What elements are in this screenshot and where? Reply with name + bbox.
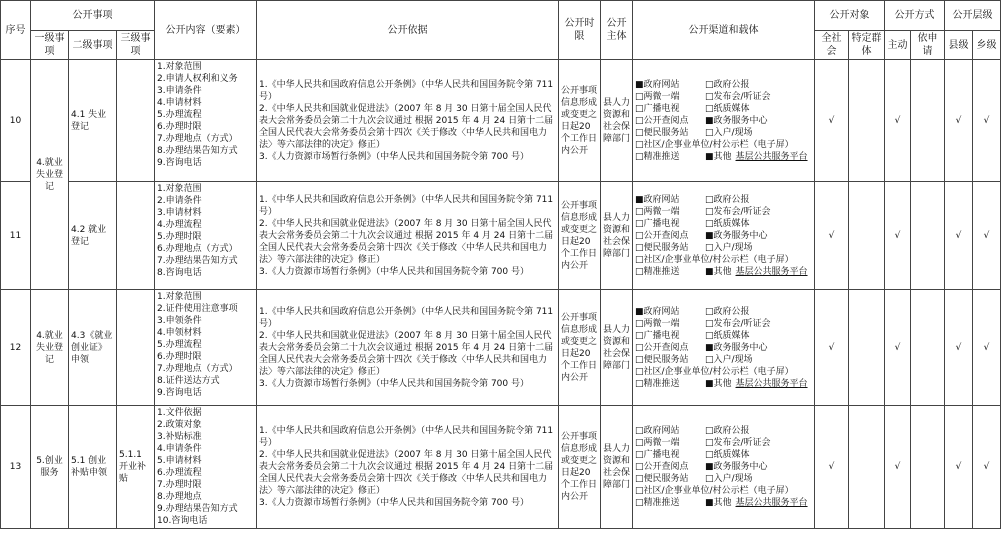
- list-item: 1.文件依据: [157, 408, 202, 418]
- channel-item: 基层公共服务平台: [735, 378, 808, 389]
- row-active-check: √: [885, 290, 911, 406]
- channel-row: [635, 497, 812, 509]
- list-item: 8.办理地点: [157, 492, 202, 502]
- channel-item: □公开查阅点: [635, 342, 689, 353]
- channel-item: □广播电视: [635, 103, 680, 114]
- list-item: 5.办理流程: [157, 110, 202, 120]
- list-item: 3.申请材料: [157, 208, 202, 218]
- channel-item: □纸质媒体: [705, 218, 750, 229]
- header-level2: 二级事项: [69, 31, 117, 60]
- row-basis: [257, 182, 559, 290]
- list-item: 2.《中华人民共和国就业促进法》（2007 年 8 月 30 日第十届全国人民代表大会常务委员会第二十九次会议通过 根据 2015 年 4 月 24 日第十二届全国人民代表大会常务委员会第十四次《关于修改〈中华人民共和国电力法〉等六部法律的决定》修正）: [259, 450, 554, 496]
- channel-item: □纸质媒体: [705, 450, 750, 460]
- channel-item: 基层公共服务平台: [735, 151, 808, 162]
- channel-item: ■政府网站: [635, 79, 680, 90]
- list-item: 9.咨询电话: [157, 388, 202, 398]
- channel-item: □精准推送: [635, 151, 680, 162]
- channel-item: ■政务服务中心: [705, 462, 768, 472]
- row-town-check: √: [973, 60, 1001, 182]
- header-all: 全社会: [815, 31, 849, 60]
- channel-item: □政府公报: [705, 194, 750, 205]
- channel-item: □纸质媒体: [705, 103, 750, 114]
- row-town-check: √: [973, 182, 1001, 290]
- row-channels: [633, 406, 815, 529]
- row-content: [155, 60, 257, 182]
- header-channel: 公开渠道和载体: [633, 1, 815, 60]
- channel-row: [635, 425, 812, 437]
- channel-item: □精准推送: [635, 378, 680, 389]
- row-county-check: √: [945, 60, 973, 182]
- row-request-check: [911, 182, 945, 290]
- row-specific-check: [849, 182, 885, 290]
- list-item: 3.《人力资源市场暂行条例》（中华人民共和国国务院令第 700 号）: [259, 378, 529, 389]
- row-seq: 12: [1, 290, 31, 406]
- list-item: 6.办理地点（方式）: [157, 244, 238, 254]
- header-seq: 序号: [1, 1, 31, 60]
- channel-row: [635, 218, 812, 230]
- row-all-check: √: [815, 60, 849, 182]
- row-level2: 5.1 创业补贴申领: [69, 406, 117, 529]
- channel-item: □便民服务站: [635, 127, 689, 138]
- header-level: 公开层级: [945, 1, 1001, 31]
- channel-item: □政府网站: [635, 426, 680, 436]
- channel-row: [635, 194, 812, 206]
- row-county-check: √: [945, 182, 973, 290]
- channel-item: □社区/企事业单位/村公示栏（电子屏）: [635, 366, 794, 377]
- row-specific-check: [849, 406, 885, 529]
- list-item: 4.办理流程: [157, 220, 202, 230]
- row-active-check: √: [885, 406, 911, 529]
- row-time: 公开事项信息形成或变更之日起20个工作日内公开: [559, 406, 601, 529]
- channel-row: [635, 266, 812, 278]
- header-subject: 公开主体: [601, 1, 633, 60]
- channel-item: ■政务服务中心: [705, 342, 768, 353]
- list-item: 5.办理流程: [157, 340, 202, 350]
- list-item: 7.办理地点（方式）: [157, 134, 238, 144]
- row-level3: 5.1.1 开业补贴: [117, 406, 155, 529]
- list-item: 6.办理时限: [157, 352, 202, 362]
- list-item: 3.《人力资源市场暂行条例》（中华人民共和国国务院令第 700 号）: [259, 151, 529, 162]
- channel-item: □政府公报: [705, 426, 750, 436]
- row-county-check: √: [945, 290, 973, 406]
- channel-item: ■政务服务中心: [705, 115, 768, 126]
- channel-row: [635, 378, 812, 390]
- row-active-check: √: [885, 182, 911, 290]
- channel-item: □入户/现场: [705, 242, 753, 253]
- channel-item: □纸质媒体: [705, 330, 750, 341]
- channel-row: [635, 139, 812, 151]
- list-item: 1.《中华人民共和国政府信息公开条例》（中华人民共和国国务院令第 711 号）: [259, 79, 554, 102]
- list-item: 3.补贴标准: [157, 432, 202, 442]
- list-item: 3.申请条件: [157, 86, 202, 96]
- list-item: 5.办理时限: [157, 232, 202, 242]
- list-item: 2.《中华人民共和国就业促进法》（2007 年 8 月 30 日第十届全国人民代表大会常务委员会第二十九次会议通过 根据 2015 年 4 月 24 日第十二届全国人民代表大会常务委员会第十四次《关于修改〈中华人民共和国电力法〉等六部法律的决定》修正）: [259, 218, 554, 265]
- channel-item: ■其他: [705, 498, 732, 508]
- list-item: 8.证件送达方式: [157, 376, 220, 386]
- channel-item: □公开查阅点: [635, 230, 689, 241]
- channel-item: □发布会/听证会: [705, 91, 771, 102]
- header-target: 公开对象: [815, 1, 885, 31]
- row-level3: [117, 290, 155, 406]
- channel-row: [635, 91, 812, 103]
- channel-row: [635, 206, 812, 218]
- channel-item: □发布会/听证会: [705, 206, 771, 217]
- channel-item: □公开查阅点: [635, 462, 689, 472]
- table-row: [1, 182, 1001, 290]
- channel-row: [635, 366, 812, 378]
- channel-item: □便民服务站: [635, 474, 689, 484]
- row-town-check: √: [973, 290, 1001, 406]
- row-town-check: √: [973, 406, 1001, 529]
- list-item: 2.申请人权利和义务: [157, 74, 238, 84]
- row-basis: [257, 406, 559, 529]
- list-item: 7.办理时限: [157, 480, 202, 490]
- row-level1: 4.就业失业登记: [31, 290, 69, 406]
- list-item: 4.申请条件: [157, 444, 202, 454]
- row-level1: 4.就业失业登记: [31, 60, 69, 290]
- row-channels: [633, 290, 815, 406]
- channel-row: [635, 318, 812, 330]
- list-item: 6.办理流程: [157, 468, 202, 478]
- channel-row: [635, 485, 812, 497]
- list-item: 9.办理结果告知方式: [157, 504, 238, 514]
- row-all-check: √: [815, 182, 849, 290]
- channel-item: ■其他: [705, 151, 732, 162]
- header-items: 公开事项: [31, 1, 155, 31]
- channel-row: [635, 103, 812, 115]
- header-content: 公开内容（要素）: [155, 1, 257, 60]
- list-item: 9.咨询电话: [157, 158, 202, 168]
- list-item: 7.办理地点（方式）: [157, 364, 238, 374]
- channel-row: [635, 151, 812, 163]
- channel-item: 基层公共服务平台: [735, 266, 808, 277]
- list-item: 10.咨询电话: [157, 516, 208, 526]
- row-subject: 县人力资源和社会保障部门: [601, 290, 633, 406]
- header-mode: 公开方式: [885, 1, 945, 31]
- channel-item: □入户/现场: [705, 127, 753, 138]
- channel-row: [635, 330, 812, 342]
- list-item: 1.《中华人民共和国政府信息公开条例》（中华人民共和国国务院令第 711 号）: [259, 426, 554, 448]
- row-channels: [633, 60, 815, 182]
- header-request: 依申请: [911, 31, 945, 60]
- list-item: 2.证件使用注意事项: [157, 304, 238, 314]
- list-item: 1.《中华人民共和国政府信息公开条例》（中华人民共和国国务院令第 711 号）: [259, 194, 554, 217]
- header-town: 乡级: [973, 31, 1001, 60]
- channel-item: □两微一端: [635, 438, 680, 448]
- list-item: 2.《中华人民共和国就业促进法》（2007 年 8 月 30 日第十届全国人民代表大会常务委员会第二十九次会议通过 根据 2015 年 4 月 24 日第十二届全国人民代表大会常务委员会第十四次《关于修改〈中华人民共和国电力法〉等六部法律的决定》修正）: [259, 103, 554, 150]
- list-item: 4.申领材料: [157, 328, 202, 338]
- row-content: [155, 290, 257, 406]
- row-basis: [257, 60, 559, 182]
- list-item: 4.申请材料: [157, 98, 202, 108]
- row-active-check: √: [885, 60, 911, 182]
- channel-item: □两微一端: [635, 206, 680, 217]
- list-item: 8.办理结果告知方式: [157, 146, 238, 156]
- row-level1: 5.创业服务: [31, 406, 69, 529]
- list-item: 1.对象范围: [157, 292, 202, 302]
- channel-item: □便民服务站: [635, 354, 689, 365]
- row-content: [155, 406, 257, 529]
- list-item: 2.政策对象: [157, 420, 202, 430]
- list-item: 1.《中华人民共和国政府信息公开条例》（中华人民共和国国务院令第 711 号）: [259, 306, 554, 329]
- row-time: 公开事项信息形成或变更之日起20个工作日内公开: [559, 290, 601, 406]
- row-content: [155, 182, 257, 290]
- channel-item: ■政府网站: [635, 194, 680, 205]
- header-basis: 公开依据: [257, 1, 559, 60]
- row-subject: 县人力资源和社会保障部门: [601, 182, 633, 290]
- channel-item: □社区/企事业单位/村公示栏（电子屏）: [635, 254, 794, 265]
- channel-item: □入户/现场: [705, 354, 753, 365]
- channel-item: □两微一端: [635, 91, 680, 102]
- list-item: 5.申请材料: [157, 456, 202, 466]
- channel-row: [635, 354, 812, 366]
- row-specific-check: [849, 60, 885, 182]
- header-county: 县级: [945, 31, 973, 60]
- row-level2: 4.1 失业登记: [69, 60, 117, 182]
- row-level2: 4.3《就业创业证》申领: [69, 290, 117, 406]
- table-row: [1, 290, 1001, 406]
- channel-item: ■政务服务中心: [705, 230, 768, 241]
- channel-row: [635, 449, 812, 461]
- row-request-check: [911, 290, 945, 406]
- channel-row: [635, 127, 812, 139]
- list-item: 3.《人力资源市场暂行条例》（中华人民共和国国务院令第 700 号）: [259, 266, 529, 277]
- row-level2: 4.2 就业登记: [69, 182, 117, 290]
- channel-item: □精准推送: [635, 498, 680, 508]
- channel-item: ■其他: [705, 378, 732, 389]
- table-row: [1, 406, 1001, 529]
- row-time: 公开事项信息形成或变更之日起20个工作日内公开: [559, 182, 601, 290]
- channel-row: [635, 342, 812, 354]
- channel-item: ■政府网站: [635, 306, 680, 317]
- row-request-check: [911, 406, 945, 529]
- channel-row: [635, 254, 812, 266]
- channel-row: [635, 437, 812, 449]
- channel-item: □两微一端: [635, 318, 680, 329]
- row-county-check: √: [945, 406, 973, 529]
- row-basis: [257, 290, 559, 406]
- channel-row: [635, 461, 812, 473]
- channel-item: □政府公报: [705, 79, 750, 90]
- channel-item: □发布会/听证会: [705, 318, 771, 329]
- list-item: 3.《人力资源市场暂行条例》（中华人民共和国国务院令第 700 号）: [259, 498, 529, 508]
- row-specific-check: [849, 290, 885, 406]
- header-active: 主动: [885, 31, 911, 60]
- channel-row: [635, 242, 812, 254]
- header-level3: 三级事项: [117, 31, 155, 60]
- channel-item: 基层公共服务平台: [735, 498, 808, 508]
- channel-item: □公开查阅点: [635, 115, 689, 126]
- header-level1: 一级事项: [31, 31, 69, 60]
- row-level3: [117, 182, 155, 290]
- channel-item: □广播电视: [635, 330, 680, 341]
- row-request-check: [911, 60, 945, 182]
- list-item: 1.对象范围: [157, 184, 202, 194]
- channel-item: □广播电视: [635, 218, 680, 229]
- row-seq: 13: [1, 406, 31, 529]
- channel-item: □发布会/听证会: [705, 438, 771, 448]
- row-subject: 县人力资源和社会保障部门: [601, 406, 633, 529]
- channel-item: □广播电视: [635, 450, 680, 460]
- row-subject: 县人力资源和社会保障部门: [601, 60, 633, 182]
- row-time: 公开事项信息形成或变更之日起20个工作日内公开: [559, 60, 601, 182]
- table-row: [1, 60, 1001, 182]
- channel-item: □社区/企事业单位/村公示栏（电子屏）: [635, 486, 794, 496]
- channel-item: □入户/现场: [705, 474, 753, 484]
- list-item: 8.咨询电话: [157, 268, 202, 278]
- list-item: 2.《中华人民共和国就业促进法》（2007 年 8 月 30 日第十届全国人民代表大会常务委员会第二十九次会议通过 根据 2015 年 4 月 24 日第十二届全国人民代表大会常务委员会第十四次《关于修改〈中华人民共和国电力法〉等六部法律的决定》修正）: [259, 330, 554, 377]
- channel-row: [635, 473, 812, 485]
- list-item: 6.办理时限: [157, 122, 202, 132]
- header-time: 公开时限: [559, 1, 601, 60]
- channel-row: [635, 79, 812, 91]
- channel-row: [635, 115, 812, 127]
- channel-item: □便民服务站: [635, 242, 689, 253]
- list-item: 2.申请条件: [157, 196, 202, 206]
- channel-row: [635, 230, 812, 242]
- channel-item: □政府公报: [705, 306, 750, 317]
- row-seq: 11: [1, 182, 31, 290]
- channel-row: [635, 306, 812, 318]
- header-specific: 特定群体: [849, 31, 885, 60]
- row-all-check: √: [815, 406, 849, 529]
- row-level3: [117, 60, 155, 182]
- channel-item: □社区/企事业单位/村公示栏（电子屏）: [635, 139, 794, 150]
- row-channels: [633, 182, 815, 290]
- list-item: 1.对象范围: [157, 62, 202, 72]
- list-item: 3.申领条件: [157, 316, 202, 326]
- row-seq: 10: [1, 60, 31, 182]
- row-all-check: √: [815, 290, 849, 406]
- channel-item: ■其他: [705, 266, 732, 277]
- list-item: 7.办理结果告知方式: [157, 256, 238, 266]
- channel-item: □精准推送: [635, 266, 680, 277]
